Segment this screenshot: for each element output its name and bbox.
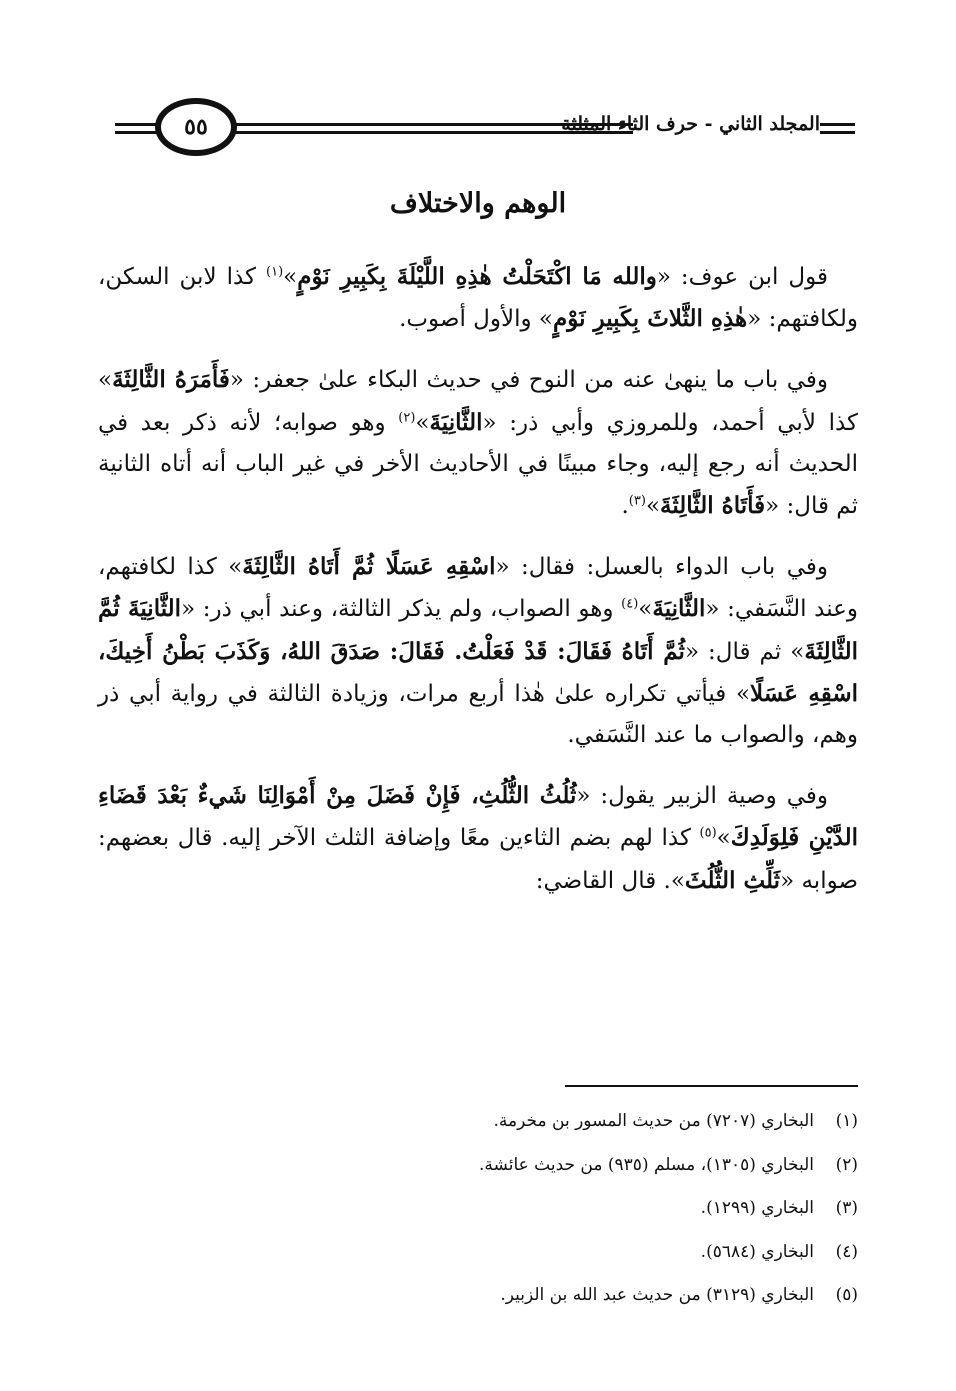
quoted-hadith: الثَّانِيَةَ: [652, 595, 706, 623]
footnote-item: [98, 1187, 858, 1231]
quoted-hadith: الثَّانِيَةَ ثُمَّ الثَّالِثَةَ: [98, 595, 858, 665]
footnote-number: (٤): [835, 1241, 858, 1262]
footnote-item: [98, 1100, 858, 1144]
quoted-hadith: اسْقِهِ عَسَلًا ثُمَّ أَتَاهُ الثَّالِثَةَ: [242, 553, 496, 581]
header-rule-far: [820, 123, 855, 134]
quoted-hadith: فَأَتَاهُ الثَّالِثَةَ: [660, 492, 766, 520]
text-run: ». قال القاضي:: [535, 867, 685, 894]
quoted-hadith: فَأَمَرَهُ الثَّالِثَةَ: [112, 366, 230, 394]
body-text: [98, 256, 858, 921]
footnote-ref[interactable]: (٥): [699, 825, 717, 841]
paragraph-2: [98, 359, 858, 527]
quoted-hadith: هٰذِهِ الثَّلاثَ بِكَبِيرِ نَوْمٍ: [553, 305, 748, 333]
paragraph-4: [98, 775, 858, 902]
page-number-badge: [155, 98, 237, 156]
text-run: كذا لهم بضم الثاءين معًا وإضافة الثلث الآخر إليه. قال بعضهم: صوابه «: [98, 825, 858, 894]
text-run: »: [415, 409, 430, 436]
footnote-ref[interactable]: (٤): [621, 596, 639, 612]
text-run: .: [621, 493, 629, 520]
paragraph-1: [98, 256, 858, 340]
text-run: » ثم قال: «: [684, 638, 805, 665]
footnote-item: [98, 1231, 858, 1275]
footnote-ref[interactable]: (١): [266, 264, 284, 280]
section-heading: الوهم والاختلاف: [389, 188, 567, 219]
footnote-number: (٢): [835, 1154, 858, 1175]
running-title: المجلد الثاني - حرف الثاء المثلثة: [561, 113, 820, 135]
footnote-text: البخاري (٣١٢٩) من حديث عبد الله بن الزبير.: [500, 1285, 814, 1305]
quoted-hadith: ثُمَّ أَتَاهُ فَقَالَ: قَدْ فَعَلْتُ. فَقَالَ: صَدَقَ اللهُ، وَكَذَبَ بَطْنُ أَخِيكَ، اسْقِهِ عَسَلًا: [98, 637, 858, 707]
text-run: وفي باب ما ينهىٰ عنه من النوح في حديث البكاء علىٰ جعفر: «: [229, 367, 829, 394]
text-run: »: [283, 264, 298, 290]
text-run: »: [638, 596, 653, 623]
text-run: وهو الصواب، ولم يذكر الثالثة، وعند أبي ذر: «: [181, 596, 622, 623]
text-run: وهو صوابه؛ لأنه ذكر بعد في الحديث أنه رجع إليه، وجاء مبينًا في الأحاديث الأخر في غير الباب أنه أتاه الثانية ثم قال: «: [98, 409, 858, 520]
footnote-number: (٣): [835, 1198, 858, 1218]
text-run: »: [645, 493, 661, 520]
footnote-text: البخاري (٧٢٠٧) من حديث المسور بن مخرمة.: [493, 1111, 814, 1131]
text-run: قول ابن عوف: «: [656, 264, 829, 290]
footnote-separator: [565, 1085, 858, 1087]
text-run: كذا لابن السكن، ولكافتهم: «: [98, 264, 858, 333]
paragraph-3: [98, 546, 858, 756]
text-run: وفي وصية الزبير يقول: «: [576, 783, 828, 810]
text-run: » كذا لكافتهم، وعند النَّسَفي: «: [98, 554, 858, 623]
footnote-item: [98, 1144, 858, 1188]
text-run: وفي باب الدواء بالعسل: فقال: «: [495, 554, 828, 581]
footnote-ref[interactable]: (٣): [628, 493, 646, 509]
quoted-hadith: الثَّانِيَةَ: [429, 408, 483, 436]
text-run: » كذا لأبي أحمد، وللمروزي وأبي ذر: «: [98, 367, 858, 436]
footnote-item: [98, 1274, 858, 1318]
footnote-text: البخاري (١٢٩٩).: [700, 1198, 814, 1218]
footnote-number: (٥): [835, 1285, 858, 1305]
footnote-text: البخاري (٥٦٨٤).: [700, 1241, 814, 1262]
footnote-ref[interactable]: (٢): [398, 409, 416, 425]
footnotes: [98, 1100, 858, 1318]
page-header: [115, 98, 855, 158]
text-run: » والأول أصوب.: [399, 306, 553, 333]
text-run: » فيأتي تكراره علىٰ هٰذا أربع مرات، وزيادة الثالثة في رواية أبي ذر وهم، والصواب ما عند النَّسَفي.: [98, 680, 858, 749]
footnote-number: (١): [835, 1111, 858, 1131]
page-number: ٥٥: [184, 114, 208, 140]
quoted-hadith: ثَلِّثِ الثُّلُثَ: [684, 866, 781, 894]
quoted-hadith: ثُلُثُ الثُّلُثِ، فَإِنْ فَضَلَ مِنْ أَمْوَالِنَا شَيءٌ بَعْدَ قَضَاءِ الدَّيْنِ فَلِوَلَدِكَ: [98, 782, 858, 852]
footnote-text: البخاري (١٣٠٥)، مسلم (٩٣٥) من حديث عائشة.: [479, 1154, 814, 1175]
text-run: »: [716, 825, 731, 852]
quoted-hadith: والله مَا اكْتَحَلْتُ هٰذِهِ اللَّيْلَةَ بِكَبِيرِ نَوْمٍ: [297, 263, 657, 290]
